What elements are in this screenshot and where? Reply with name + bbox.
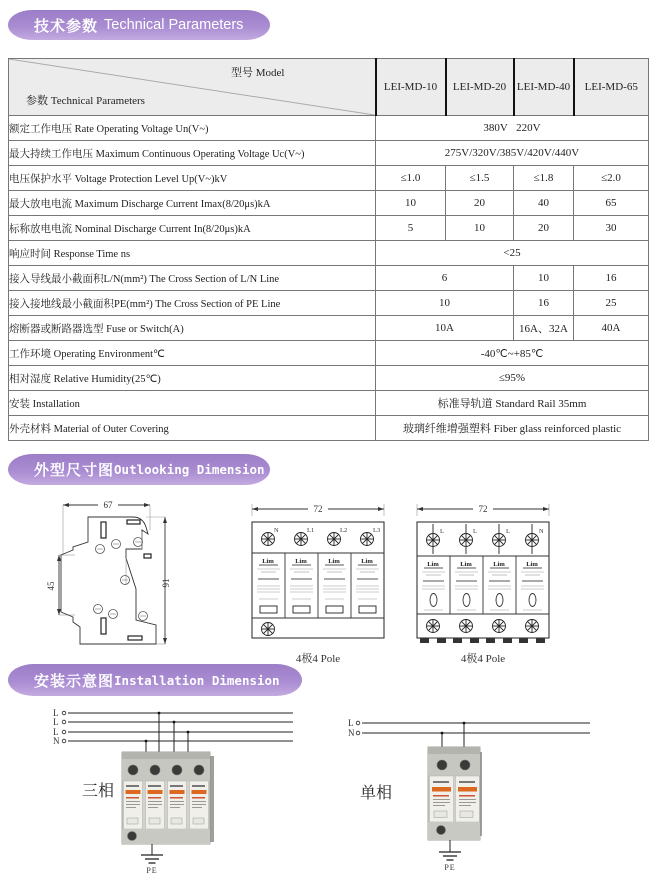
table-row: [9, 166, 649, 191]
terminal-label: L: [473, 528, 477, 535]
model-column-header: LEI-MD-40: [514, 59, 574, 116]
section-banner-technical-parameters: [8, 10, 270, 40]
row-value: 25: [574, 291, 649, 316]
module-logo: Lim: [460, 561, 472, 568]
row-value: ≤1.5: [446, 166, 514, 191]
row-value: 20: [446, 191, 514, 216]
section-banner-installation-dimension: [8, 664, 302, 696]
row-label: 外壳材料 Material of Outer Covering: [9, 416, 376, 441]
row-value: 10A: [376, 316, 514, 341]
row-label: 最大持续工作电压 Maximum Continuous Operating Voltage Uc(V~): [9, 141, 376, 166]
row-value: -40℃~+85℃: [376, 341, 649, 366]
module-logo: Lim: [328, 558, 340, 565]
row-label: 接入接地线最小截面积PE(mm²) The Cross Section of PE Line: [9, 291, 376, 316]
wire-label: L: [53, 708, 59, 718]
wire-label: L: [348, 718, 354, 728]
row-label: 电压保护水平 Voltage Protection Level Up(V~)kV: [9, 166, 376, 191]
table-row: [9, 241, 649, 266]
module-logo: Lim: [262, 558, 274, 565]
banner-outline-en: Outlooking Dimension: [114, 462, 265, 477]
row-label: 工作环境 Operating Environment℃: [9, 341, 376, 366]
banner-tech-en: Technical Parameters: [104, 17, 244, 33]
row-value: 40: [514, 191, 574, 216]
table-row: [9, 341, 649, 366]
front-a-dim-top: 72: [313, 504, 323, 514]
row-label: 安装 Installation: [9, 391, 376, 416]
installation-diagram-three-phase: [15, 706, 305, 877]
spd-device-4pole-photo: [122, 752, 214, 844]
module-logo: Lim: [295, 558, 307, 565]
phase-label-three-phase: 三相: [82, 783, 115, 800]
tech-parameters-table: [8, 58, 649, 441]
module-logo: Lim: [493, 561, 505, 568]
banner-install-en: Installation Dimension: [114, 672, 280, 688]
ground-label: PE: [146, 866, 158, 875]
section-banner-outline-dimension: [8, 454, 270, 485]
row-value: 275V/320V/385V/420V/440V: [376, 141, 649, 166]
row-label: 熔断器或断路器选型 Fuse or Switch(A): [9, 316, 376, 341]
phase-label-single-phase: 单相: [360, 785, 393, 802]
row-value: ≤1.8: [514, 166, 574, 191]
row-value: ≤2.0: [574, 166, 649, 191]
ground-symbol: [141, 844, 163, 875]
module-logo: Lim: [361, 558, 373, 565]
table-row: [9, 416, 649, 441]
model-column-header: LEI-MD-10: [376, 59, 446, 116]
table-row: [9, 266, 649, 291]
ground-symbol: [439, 840, 461, 872]
table-row: [9, 141, 649, 166]
terminal-label: L1: [307, 527, 315, 534]
corner-parameter-label: 参数 Technical Parameters: [26, 95, 145, 107]
model-column-header: LEI-MD-20: [446, 59, 514, 116]
table-row: [9, 366, 649, 391]
row-label: 响应时间 Response Time ns: [9, 241, 376, 266]
row-value: 10: [514, 266, 574, 291]
row-label: 标称放电电流 Nominal Discharge Current In(8/20μs)kA: [9, 216, 376, 241]
front-view-drawing-b: [403, 496, 563, 649]
row-value: <25: [376, 241, 649, 266]
terminal-label: L2: [340, 527, 348, 534]
row-value: 10: [376, 191, 446, 216]
spd-device-2pole-photo: [428, 747, 482, 840]
row-value: 65: [574, 191, 649, 216]
row-value: 380V 220V: [376, 116, 649, 141]
wire-label: L: [53, 717, 59, 727]
front-b-caption: 4极4 Pole: [460, 653, 506, 665]
module-logo: Lim: [526, 561, 538, 568]
table-row: [9, 391, 649, 416]
row-label: 相对湿度 Relative Humidity(25℃): [9, 366, 376, 391]
row-value: 10: [376, 291, 514, 316]
terminal-label: N: [274, 527, 279, 534]
wire-label: N: [53, 736, 60, 746]
profile-dim-top: 67: [103, 500, 113, 510]
row-value: ≤1.0: [376, 166, 446, 191]
table-row: [9, 216, 649, 241]
profile-dim-left: 45: [46, 581, 56, 591]
row-value: 16A、32A: [514, 316, 574, 341]
terminal-label: L: [440, 528, 444, 535]
row-value: 玻璃纤维增强塑料 Fiber glass reinforced plastic: [376, 416, 649, 441]
row-value: 标准导轨道 Standard Rail 35mm: [376, 391, 649, 416]
row-value: 40A: [574, 316, 649, 341]
row-label: 最大放电电流 Maximum Discharge Current Imax(8/20μs)kA: [9, 191, 376, 216]
row-label: 额定工作电压 Rate Operating Voltage Un(V~): [9, 116, 376, 141]
front-view-drawing-a: [238, 496, 398, 646]
wire-label: L: [53, 727, 59, 737]
row-value: ≤95%: [376, 366, 649, 391]
module-logo: Lim: [427, 561, 439, 568]
table-header-row: [9, 59, 649, 116]
row-value: 20: [514, 216, 574, 241]
terminal-label: L: [506, 528, 510, 535]
terminal-label: N: [539, 528, 544, 535]
profile-dimension-drawing: [28, 492, 188, 664]
terminal-label: L3: [373, 527, 381, 534]
front-a-caption: 4极4 Pole: [295, 653, 341, 665]
profile-dim-right: 91: [161, 578, 171, 588]
table-corner-cell: [9, 59, 376, 116]
table-row: [9, 291, 649, 316]
corner-model-label: 型号 Model: [231, 67, 285, 79]
row-value: 6: [376, 266, 514, 291]
row-value: 5: [376, 216, 446, 241]
model-column-header: LEI-MD-65: [574, 59, 649, 116]
banner-install-zh: 安装示意图: [34, 672, 115, 690]
row-value: 16: [574, 266, 649, 291]
ground-label: PE: [444, 863, 456, 872]
banner-tech-zh: 技术参数: [34, 17, 99, 35]
row-label: 接入导线最小截面积L/N(mm²) The Cross Section of L/N Line: [9, 266, 376, 291]
row-value: 16: [514, 291, 574, 316]
front-b-dim-top: 72: [478, 504, 488, 514]
table-row: [9, 116, 649, 141]
table-row: [9, 191, 649, 216]
banner-outline-zh: 外型尺寸图: [34, 462, 115, 479]
wire-label: N: [348, 728, 355, 738]
row-value: 30: [574, 216, 649, 241]
installation-diagram-single-phase: [335, 706, 645, 877]
row-value: 10: [446, 216, 514, 241]
table-row: [9, 316, 649, 341]
